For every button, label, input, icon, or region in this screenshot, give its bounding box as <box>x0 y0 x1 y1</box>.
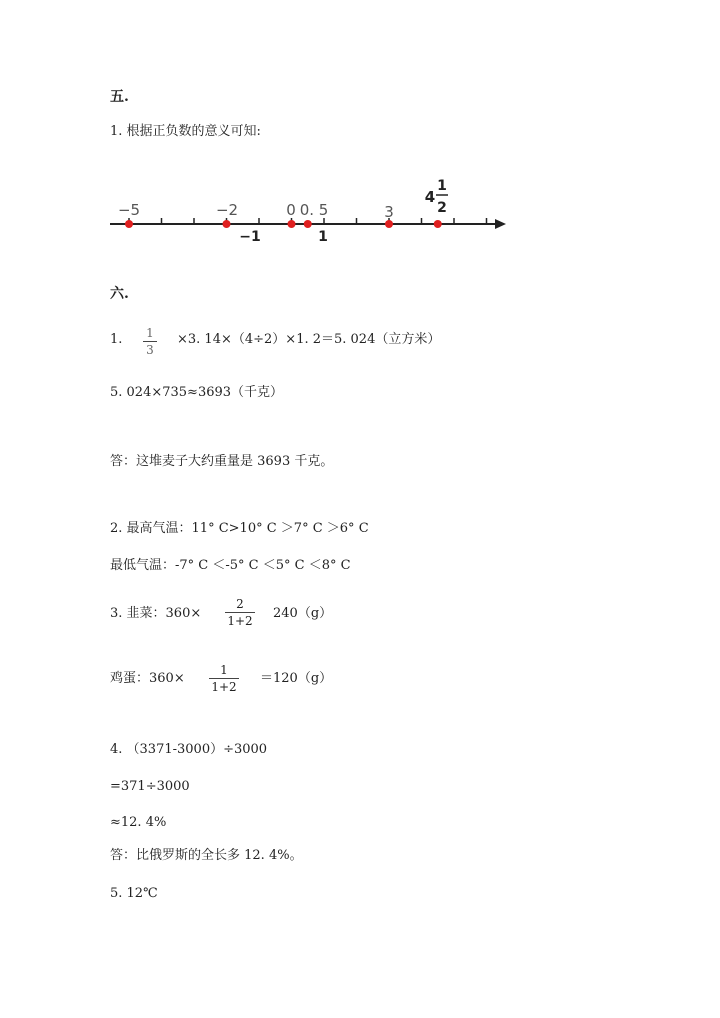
label-4-whole: 4 <box>424 188 436 206</box>
point-4-5 <box>434 220 442 228</box>
fraction-denominator: 1+2 <box>211 680 237 694</box>
label-3: 3 <box>384 203 394 221</box>
question-6-1-line2: 5. 024×735≈3693（千克） <box>110 385 284 400</box>
question-5-1: 1. 根据正负数的意义可知: <box>110 124 261 139</box>
label-neg1: −1 <box>239 229 261 245</box>
question-6-3-line2-prefix: 鸡蛋：360× <box>110 671 185 686</box>
question-6-1-answer: 答：这堆麦子大约重量是 3693 千克。 <box>110 454 334 469</box>
question-6-3-line2-suffix: ＝120（g） <box>260 671 333 686</box>
fraction-numerator: 1 <box>146 326 154 340</box>
number-line <box>105 170 525 250</box>
fraction-one-third <box>143 327 157 356</box>
point-0 <box>288 220 296 228</box>
label-neg2: −2 <box>215 201 239 219</box>
question-6-3-line1-suffix: 240（g） <box>273 606 333 621</box>
question-6-4-line2: =371÷3000 <box>110 779 190 794</box>
label-4-numerator: 1 <box>437 178 447 194</box>
fraction-one-over-three <box>209 664 239 693</box>
question-6-4-line1: 4. （3371-3000）÷3000 <box>110 742 268 757</box>
point-0-5 <box>304 220 312 228</box>
label-0: 0 <box>286 201 296 219</box>
point-3 <box>385 220 393 228</box>
fraction-denominator: 3 <box>146 343 154 357</box>
question-6-2-line2: 最低气温：-7° C ＜-5° C ＜5° C ＜8° C <box>110 558 351 573</box>
question-6-3-line1-prefix: 3. 韭菜：360× <box>110 606 202 621</box>
question-6-5-line1: 5. 12℃ <box>110 886 158 901</box>
fraction-numerator: 1 <box>220 663 228 677</box>
point-neg2 <box>223 220 231 228</box>
label-neg5: −5 <box>117 201 141 219</box>
question-6-1-number: 1. <box>110 332 123 347</box>
question-6-4-line3: ≈12. 4% <box>110 815 167 830</box>
question-6-1-expression: ×3. 14×（4÷2）×1. 2＝5. 024（立方米） <box>177 332 441 347</box>
label-4-denominator: 2 <box>437 200 447 216</box>
question-6-2-line1: 2. 最高气温：11° C>10° C ＞7° C ＞6° C <box>110 521 369 536</box>
number-line-arrow <box>495 219 506 229</box>
fraction-denominator: 1+2 <box>227 614 253 628</box>
point-neg5 <box>125 220 133 228</box>
label-1: 1 <box>318 229 328 245</box>
label-0-5: 0. 5 <box>299 201 329 219</box>
section-5-heading: 五. <box>110 89 129 105</box>
fraction-two-over-three <box>225 598 255 627</box>
section-6-heading: 六. <box>110 286 129 302</box>
question-6-4-answer: 答：比俄罗斯的全长多 12. 4%。 <box>110 848 303 863</box>
fraction-numerator: 2 <box>236 597 244 611</box>
